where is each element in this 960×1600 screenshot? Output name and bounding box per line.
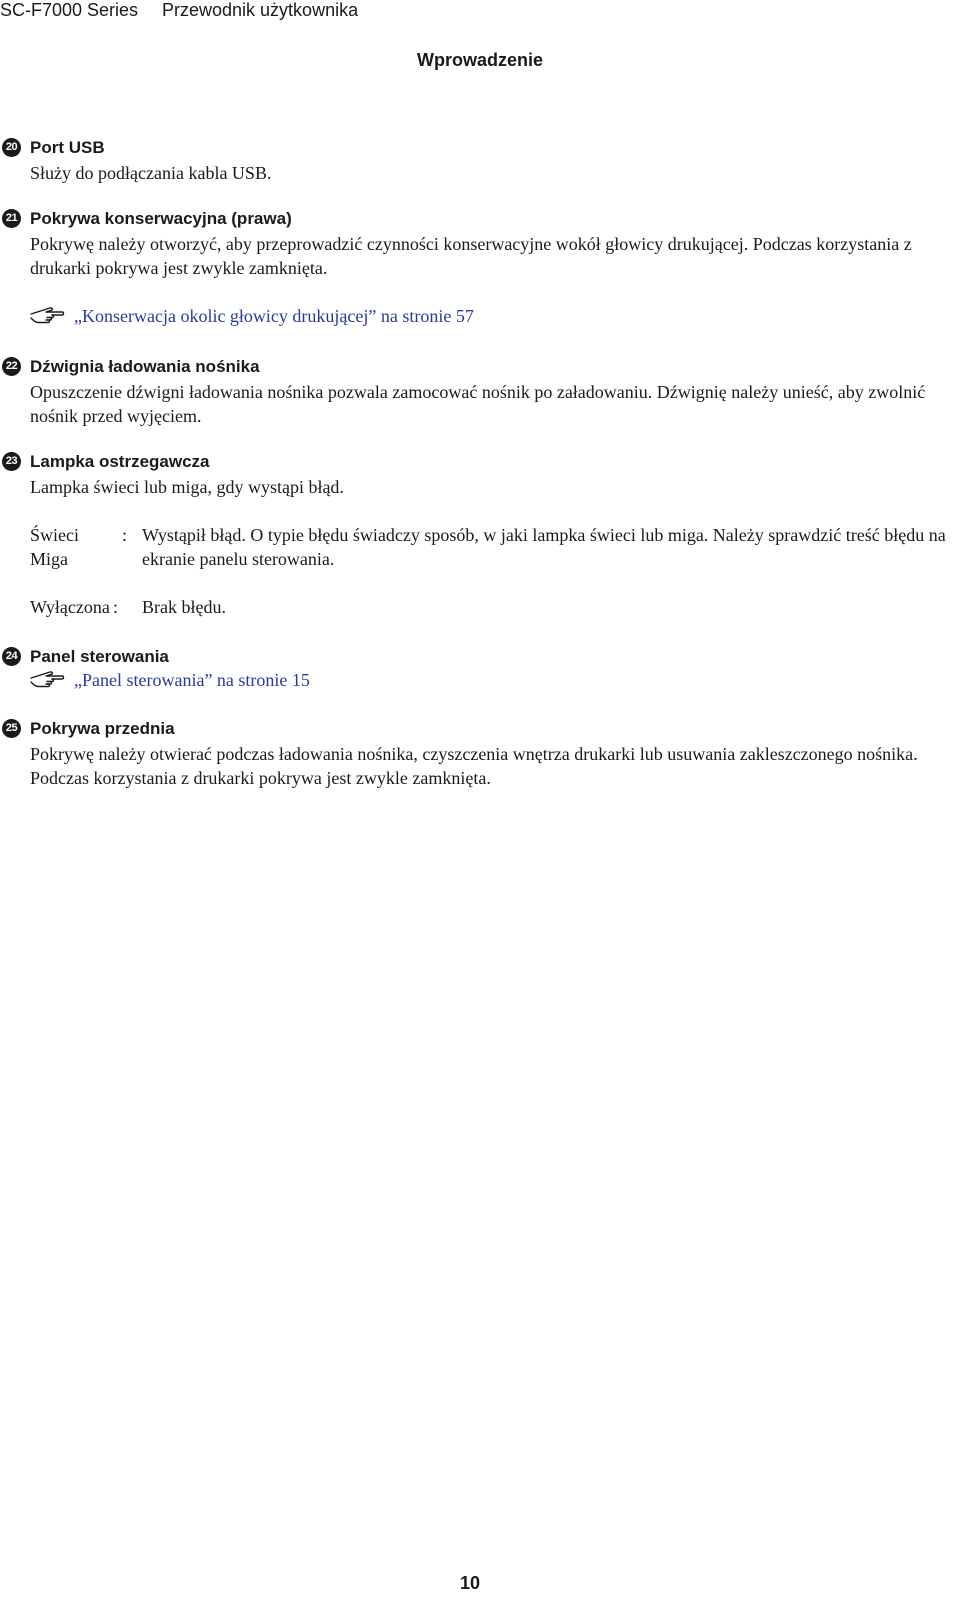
- item-number-badge: 21: [2, 209, 21, 228]
- item-description: Lampka świeci lub miga, gdy wystąpi błąd.: [30, 477, 344, 497]
- section-title: Wprowadzenie: [416, 50, 543, 70]
- item-description: Pokrywę należy otwierać podczas ładowania nośnika, czyszczenia wnętrza drukarki lub usuwania zakleszczonego nośnika. Podczas korzystania z drukarki pokrywa jest zwykle zamknięta.: [30, 744, 918, 788]
- status-colon: :: [122, 525, 128, 545]
- status-description: Wystąpił błąd. O typie błędu świadczy sposób, w jaki lampka świeci lub miga. Należy sprawdzić treść błędu na ekranie panelu sterowania.: [142, 525, 946, 569]
- item-title: Pokrywa przednia: [30, 719, 175, 738]
- item-title: Lampka ostrzegawcza: [30, 452, 210, 471]
- item-description: Służy do podłączania kabla USB.: [30, 163, 272, 183]
- cross-reference-link[interactable]: [30, 304, 474, 331]
- status-label: Wyłączona: [30, 597, 110, 617]
- item-description: Opuszczenie dźwigni ładowania nośnika pozwala zamocować nośnik po załadowaniu. Dźwignię należy unieść, aby zwolnić nośnik przed wyjęciem.: [30, 382, 926, 426]
- status-label: Świeci Miga: [30, 525, 79, 569]
- item-description: Pokrywę należy otworzyć, aby przeprowadzić czynności konserwacyjne wokół głowicy drukującej. Podczas korzystania z drukarki pokrywa jest zwykle zamknięta.: [30, 234, 912, 278]
- status-description: Brak błędu.: [142, 597, 226, 617]
- cross-reference-text[interactable]: „Konserwacja okolic głowicy drukującej” na stronie 57: [74, 306, 474, 326]
- page-number: 10: [459, 1573, 481, 1593]
- status-colon: :: [113, 597, 119, 617]
- item-number-badge: 25: [2, 719, 21, 738]
- item-title: Panel sterowania: [30, 647, 169, 666]
- item-title: Dźwignia ładowania nośnika: [30, 357, 260, 376]
- item-title: Port USB: [30, 138, 105, 157]
- item-number-badge: 23: [2, 452, 21, 471]
- item-number-badge: 24: [2, 647, 21, 666]
- pointing-hand-icon: [30, 305, 66, 331]
- cross-reference-link[interactable]: [30, 668, 310, 695]
- guide-title: Przewodnik użytkownika: [162, 0, 359, 20]
- item-number-badge: 22: [2, 357, 21, 376]
- item-number-badge: 20: [2, 138, 21, 157]
- cross-reference-text[interactable]: „Panel sterowania” na stronie 15: [74, 670, 310, 690]
- pointing-hand-icon: [30, 669, 66, 695]
- lamp-status-off: [30, 595, 960, 619]
- product-series: SC-F7000 Series: [0, 0, 139, 20]
- lamp-status-on-flashing: [30, 523, 960, 571]
- item-title: Pokrywa konserwacyjna (prawa): [30, 209, 292, 228]
